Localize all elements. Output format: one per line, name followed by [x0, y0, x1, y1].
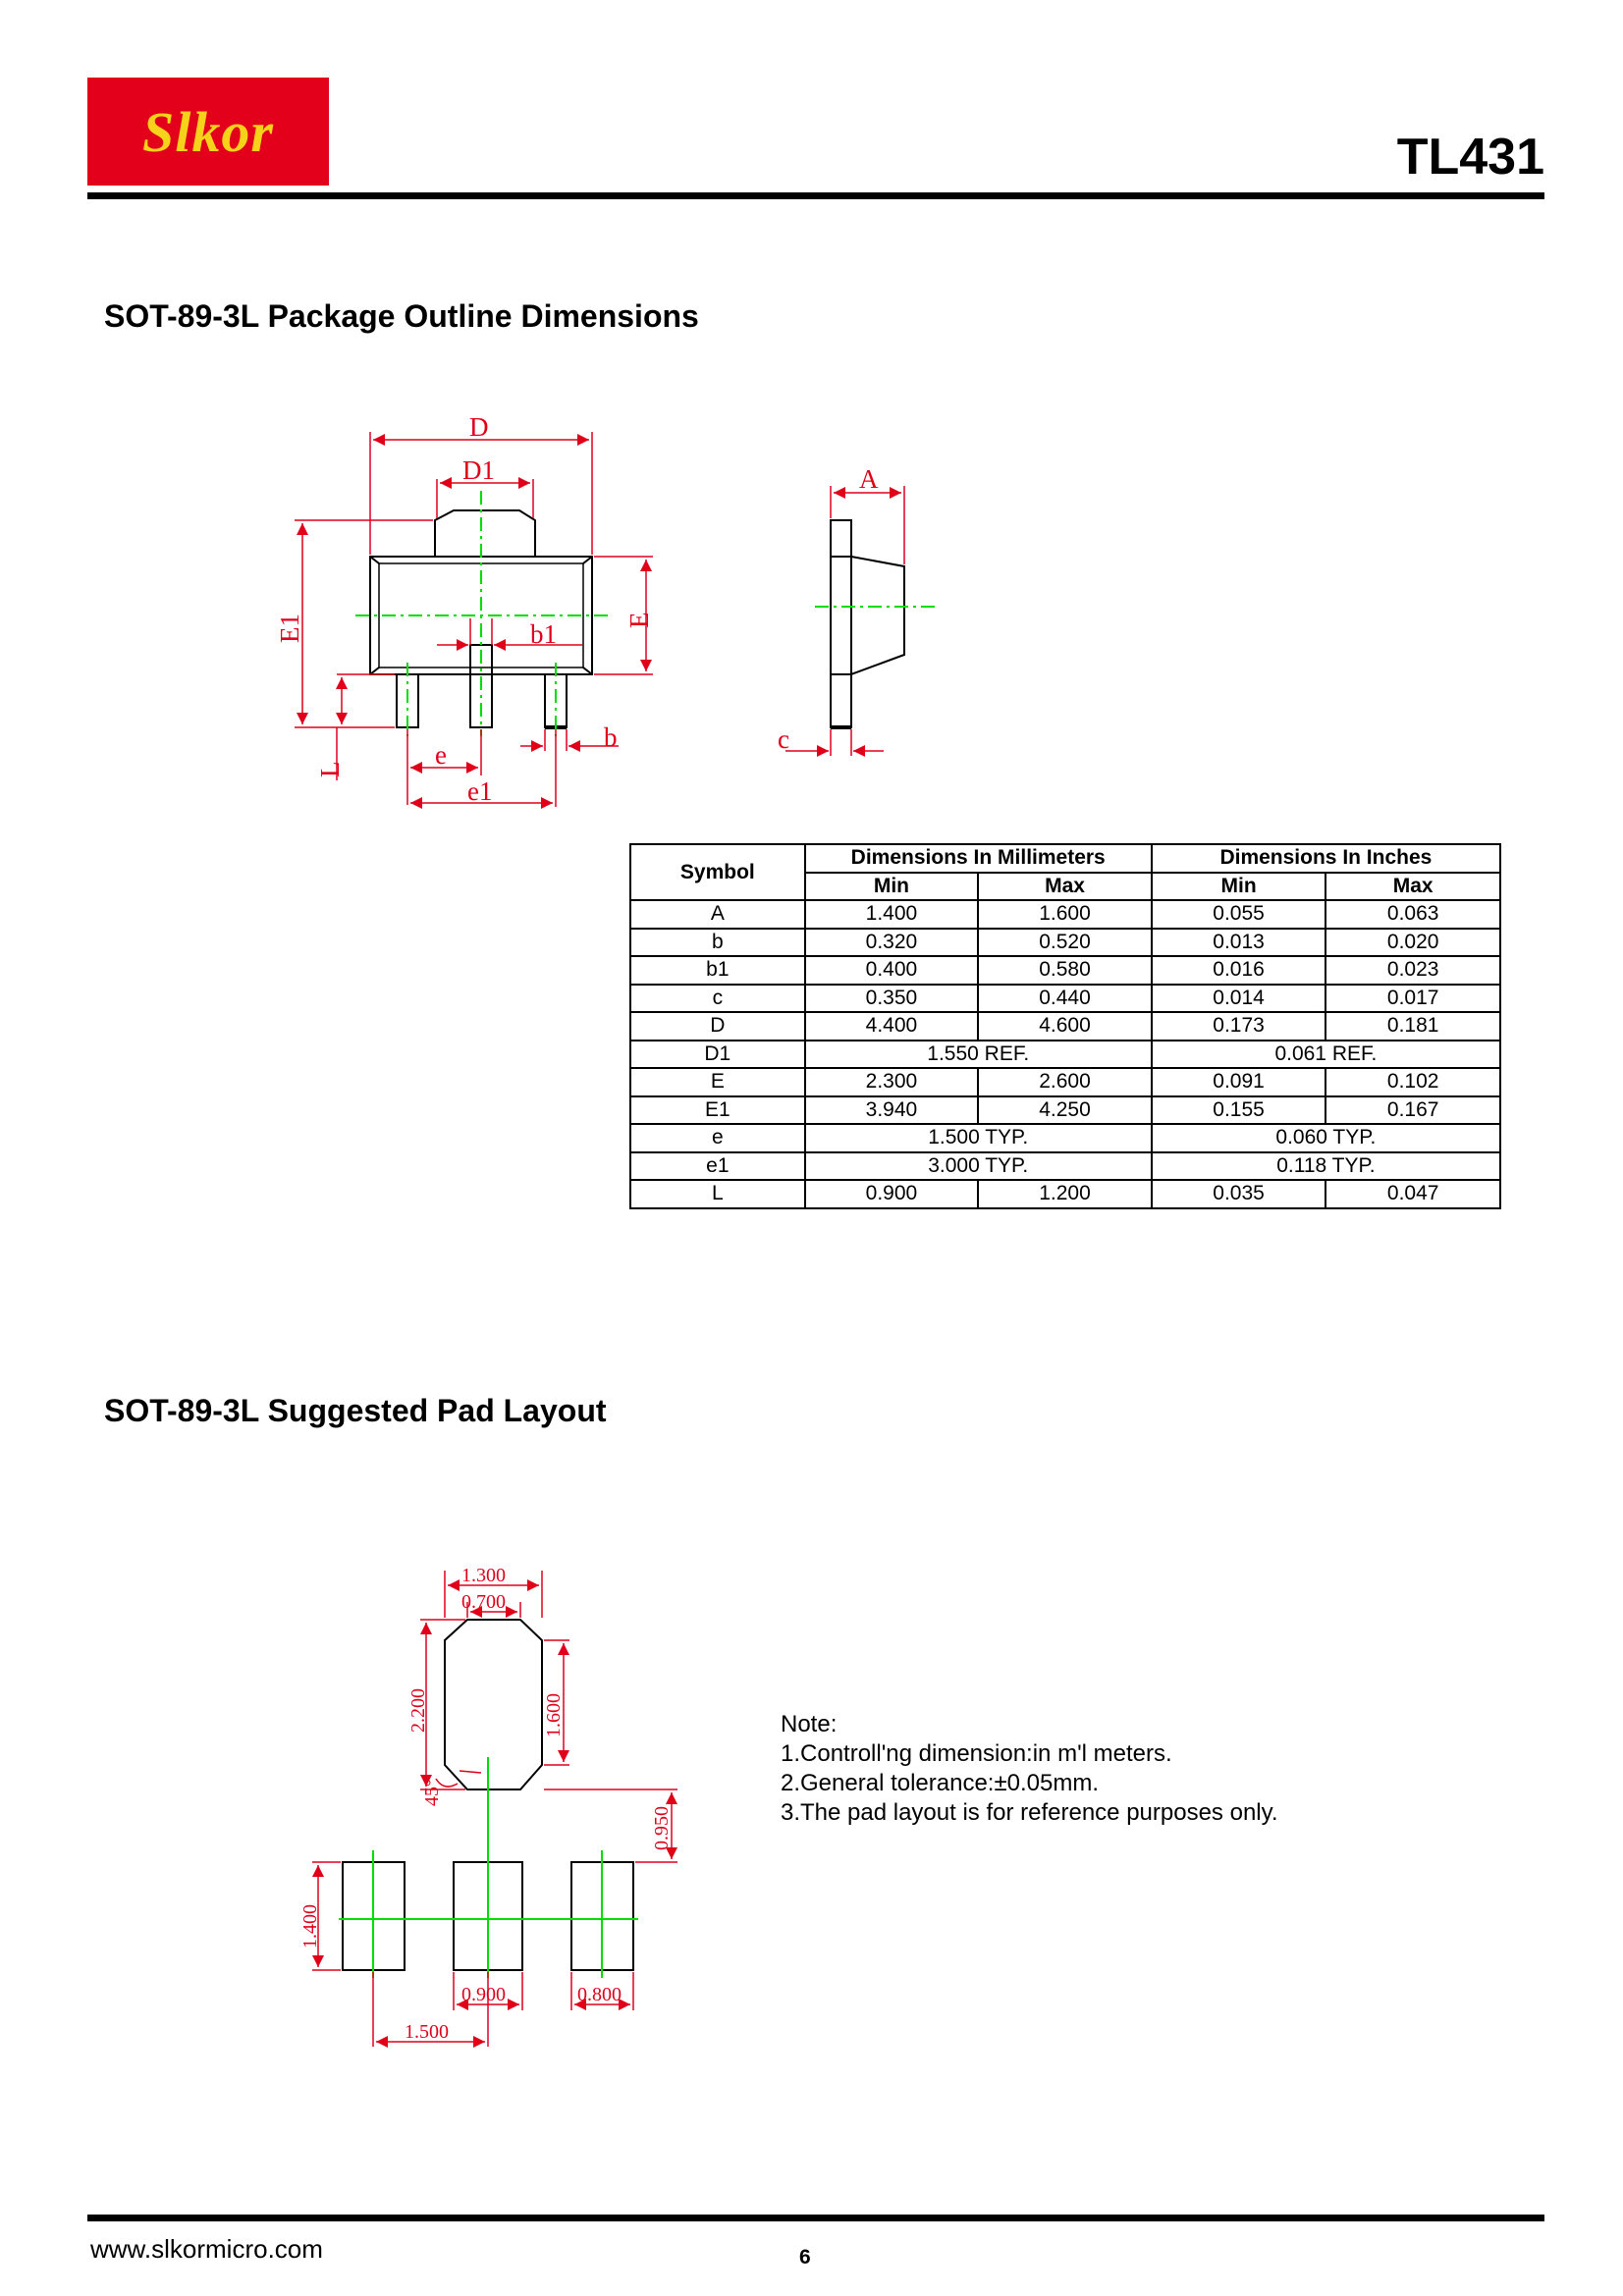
table-cell: 1.400	[805, 900, 979, 929]
label-0700: 0.700	[461, 1591, 506, 1613]
table-cell: 0.061 REF.	[1152, 1041, 1500, 1069]
table-cell: 0.320	[805, 929, 979, 957]
label-e1: e1	[467, 776, 493, 806]
label-0950: 0.950	[651, 1806, 673, 1850]
table-row	[630, 1152, 1500, 1181]
dimension-labels-top	[275, 412, 654, 806]
table-cell: 0.118 TYP.	[1152, 1152, 1500, 1181]
dimension-lines-side	[785, 486, 904, 756]
table-cell: 4.250	[978, 1096, 1152, 1125]
table-cell: L	[630, 1180, 805, 1208]
package-side-view	[831, 520, 904, 727]
label-1600: 1.600	[543, 1693, 565, 1737]
outline-section-title: SOT-89-3L Package Outline Dimensions	[104, 298, 699, 334]
table-cell: b1	[630, 956, 805, 985]
table-cell: E1	[630, 1096, 805, 1125]
table-cell: 0.063	[1325, 900, 1500, 929]
label-b: b	[604, 722, 618, 752]
table-row	[630, 900, 1500, 929]
table-cell: 2.600	[978, 1068, 1152, 1096]
note-item: 2.General tolerance:±0.05mm.	[781, 1770, 1099, 1796]
table-row	[630, 1041, 1500, 1069]
label-0800: 0.800	[577, 1984, 622, 2005]
label-L: L	[315, 761, 345, 777]
brand-name: Slkor	[142, 99, 274, 164]
table-cell: 0.060 TYP.	[1152, 1124, 1500, 1152]
table-cell: D1	[630, 1041, 805, 1069]
table-cell: e1	[630, 1152, 805, 1181]
page-number: 6	[799, 2246, 811, 2269]
table-row	[630, 1124, 1500, 1152]
table-row	[630, 1096, 1500, 1125]
table-cell: b	[630, 929, 805, 957]
table-cell: A	[630, 900, 805, 929]
label-A: A	[859, 464, 879, 494]
table-row	[630, 1180, 1500, 1208]
table-cell: E	[630, 1068, 805, 1096]
label-e: e	[435, 740, 447, 770]
table-cell: 0.155	[1152, 1096, 1326, 1125]
table-cell: 0.047	[1325, 1180, 1500, 1208]
package-top-view	[370, 510, 592, 727]
label-45: 45°	[421, 1779, 443, 1806]
table-row	[630, 929, 1500, 957]
table-cell: 0.020	[1325, 929, 1500, 957]
inch-header: Dimensions In Inches	[1152, 844, 1500, 873]
dimensions-table	[629, 843, 1501, 1209]
table-cell: e	[630, 1124, 805, 1152]
table-cell: 3.000 TYP.	[805, 1152, 1152, 1181]
table-cell: 0.181	[1325, 1012, 1500, 1041]
note-item: 1.Controll'ng dimension:in m'l meters.	[781, 1740, 1172, 1767]
mm-max-header: Max	[978, 873, 1152, 901]
table-cell: 0.055	[1152, 900, 1326, 929]
label-1300: 1.300	[461, 1565, 506, 1586]
table-cell: 0.023	[1325, 956, 1500, 985]
label-1400: 1.400	[299, 1904, 321, 1949]
in-min-header: Min	[1152, 873, 1326, 901]
package-tab	[435, 510, 535, 557]
label-c: c	[778, 724, 789, 754]
label-D: D	[469, 412, 489, 442]
mm-min-header: Min	[805, 873, 979, 901]
label-b1: b1	[530, 619, 557, 649]
table-cell: 0.350	[805, 985, 979, 1013]
dimensions-table-body	[630, 900, 1500, 1208]
part-number: TL431	[1396, 129, 1544, 186]
table-row	[630, 956, 1500, 985]
label-2200: 2.200	[407, 1688, 429, 1733]
table-cell: 2.300	[805, 1068, 979, 1096]
table-cell: 0.014	[1152, 985, 1326, 1013]
table-cell: 0.091	[1152, 1068, 1326, 1096]
table-cell: 0.013	[1152, 929, 1326, 957]
table-cell: 0.035	[1152, 1180, 1326, 1208]
in-max-header: Max	[1325, 873, 1500, 901]
dimension-lines-top	[295, 432, 653, 807]
table-cell: 0.167	[1325, 1096, 1500, 1125]
table-cell: 0.173	[1152, 1012, 1326, 1041]
label-E1: E1	[275, 614, 304, 643]
label-0900: 0.900	[461, 1984, 506, 2005]
notes-block	[781, 1710, 1278, 1828]
notes-title: Note:	[781, 1711, 838, 1737]
table-cell: 0.016	[1152, 956, 1326, 985]
label-1500: 1.500	[405, 2021, 449, 2043]
footer-url: www.slkormicro.com	[90, 2234, 323, 2264]
table-cell: 1.550 REF.	[805, 1041, 1152, 1069]
table-cell: c	[630, 985, 805, 1013]
table-row	[630, 1012, 1500, 1041]
table-cell: 1.500 TYP.	[805, 1124, 1152, 1152]
table-row	[630, 1068, 1500, 1096]
footer-rule	[87, 2215, 1544, 2221]
mm-header: Dimensions In Millimeters	[805, 844, 1152, 873]
centerlines-top	[355, 491, 609, 736]
table-cell: 0.520	[978, 929, 1152, 957]
table-cell: D	[630, 1012, 805, 1041]
table-row	[630, 985, 1500, 1013]
pad-large	[445, 1620, 542, 1789]
table-cell: 3.940	[805, 1096, 979, 1125]
table-cell: 1.600	[978, 900, 1152, 929]
table-cell: 4.400	[805, 1012, 979, 1041]
table-cell: 4.600	[978, 1012, 1152, 1041]
table-cell: 0.102	[1325, 1068, 1500, 1096]
note-item: 3.The pad layout is for reference purposes only.	[781, 1799, 1278, 1826]
table-cell: 0.900	[805, 1180, 979, 1208]
table-cell: 0.580	[978, 956, 1152, 985]
label-D1: D1	[462, 455, 495, 485]
dimension-lines-pad	[312, 1571, 677, 2047]
table-cell: 0.017	[1325, 985, 1500, 1013]
table-cell: 1.200	[978, 1180, 1152, 1208]
pad-section-title: SOT-89-3L Suggested Pad Layout	[104, 1393, 607, 1428]
label-E: E	[624, 612, 654, 628]
table-cell: 0.400	[805, 956, 979, 985]
table-cell: 0.440	[978, 985, 1152, 1013]
symbol-header: Symbol	[630, 844, 805, 900]
